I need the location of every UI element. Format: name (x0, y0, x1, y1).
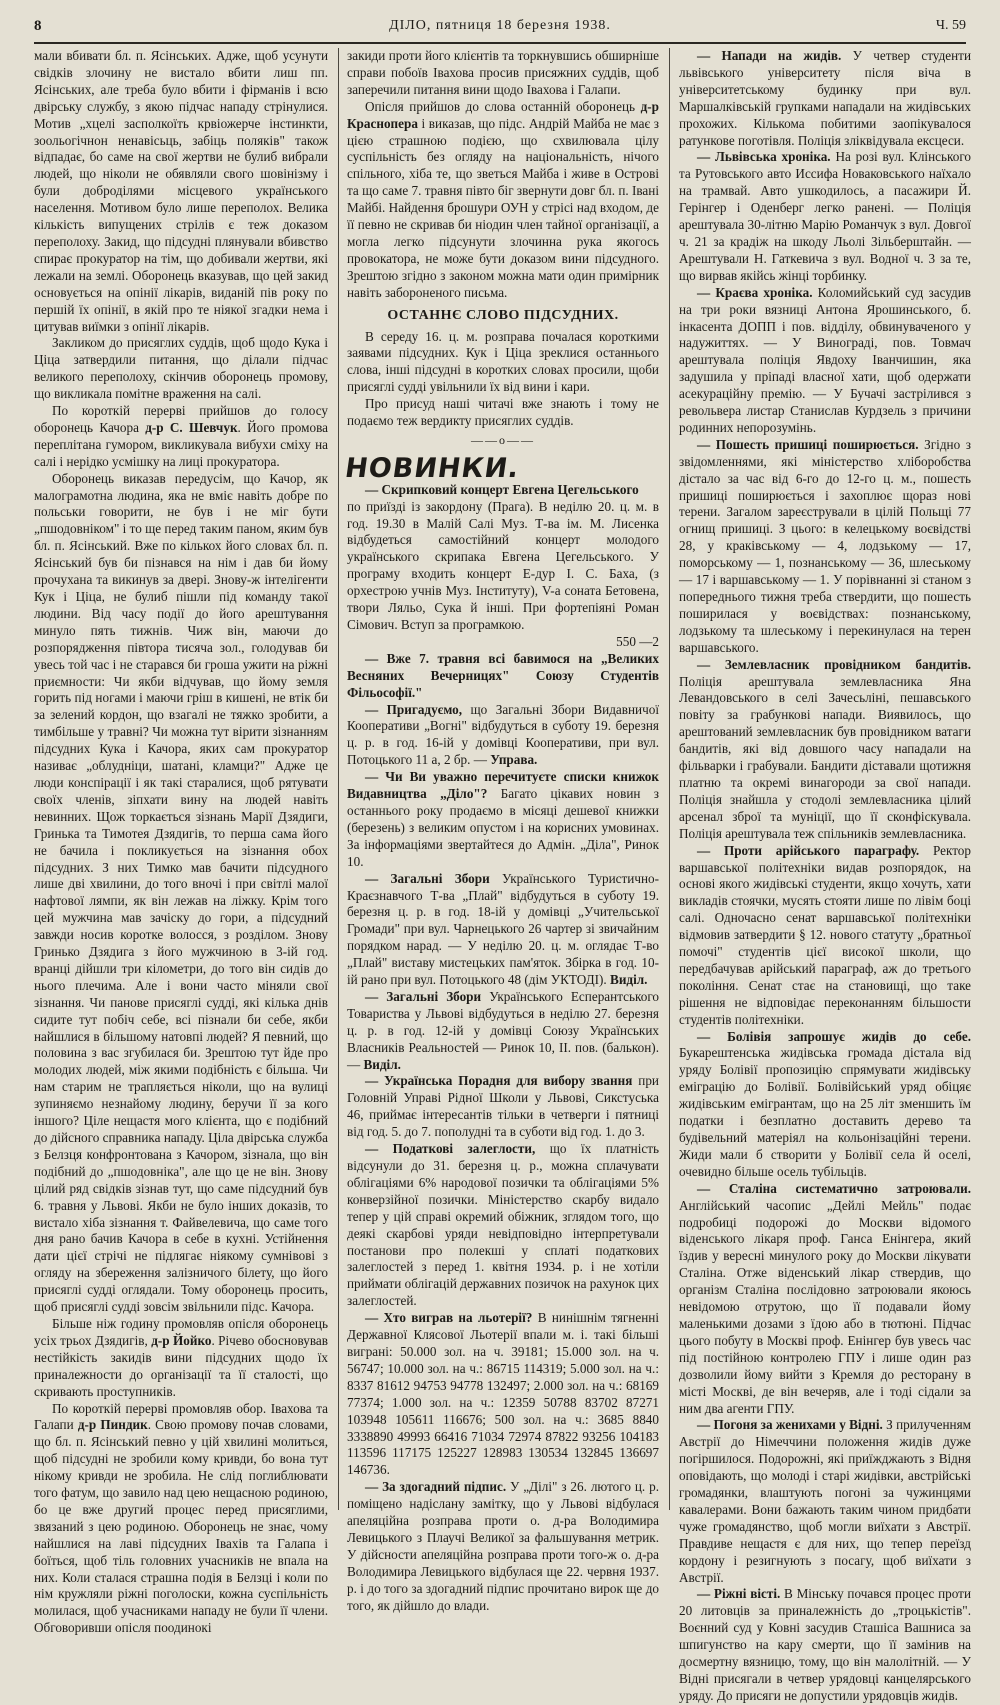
news-item (679, 1586, 971, 1704)
news-signature: Виділ. (610, 972, 648, 988)
article-paragraph: Про присуд наші читачі вже знають і тому не подаємо теж вердикту присяглих суддів. (347, 396, 659, 429)
masthead: ДІЛО, пятниця 18 березня 1938. (389, 18, 611, 33)
news-item (347, 482, 659, 651)
news-headline: — Болівія запрошує жидів до себе. (697, 1028, 971, 1044)
news-signature: Управа. (490, 752, 538, 768)
section-heading: ОСТАННЄ СЛОВО ПІДСУДНИХ. (387, 307, 619, 323)
page-number: 8 (34, 18, 42, 34)
news-text: що Загальні Збори Видавничої Кооперативи „Вогні" відбудуться в суботу 19. березня ц. р. в год. 16-ій у домівці Кооперативи, при вул. Потоцького 11 а, 2 бр. — (347, 701, 659, 768)
news-item (347, 769, 659, 870)
text-run: Більше ніж годину промовляв опісля оборонець усіх трьох Дзядигів, (34, 1315, 328, 1348)
news-headline: — Вже 7. травня всі бавимося на „Великих Весняних Вечерницях" Союзу Студентів Фільософії." (347, 650, 659, 700)
news-text: Багато цікавих новин з останнього року продаємо в місяці дешевої книжки (березень) з великим опустом і на корисних умовинах. За інформаціями звертайтеся до Адмін. „Діла", Ринок 10. (347, 786, 659, 869)
news-text: Коломийський суд засудив на три роки вязниці Антона Ярошинського, б. інкасента ДОПП і пов. відділу, обвинуваченого у надужиттях. — У Винограді, пов. Товмач арештувала поліція Явдоху Іванчишин, яка задушила у пріпаді власної хати, щоб одержати асекураційну премію. — У Бучачі застрілився з револьвера листар Станислав Курдзель з причини родинних непорозумінь. (679, 284, 972, 435)
news-item (347, 1479, 659, 1614)
article-paragraph: мали вбивати бл. п. Ясінських. Адже, щоб усунути свідків злочину не вистало вбити лиш пп. Ясінських, але треба було вбити і фірманів і всю двірську службу, з якою підчас нападу стрінулися. Мотив „хцелі засполкоїть крвіожерче інстинкти, зоольогічнон ненавісьць, забіць поляків" також відпадає, бо саме на свої жертви не булиб вибрали людей, що ніколи не обявляли свого шовінізму і були доброділями місцевого українського населення. Мотивом було лише переполох. Велика кількість випущених стрілів є теж доказом переполоху. Закид, що підсудні плянували вбивство спирає прокуратор на тім, що добивали жертви, які лежали на землі. Оборонець вказував, що цей закид основується на опінії лікарів, виданій пів року по першій їх опінії, в якій про те ніякої згадки нема і цитував виїмки з опінії лікарів. (34, 48, 328, 334)
news-item (679, 657, 971, 843)
news-headline: — Загальні Збори (365, 988, 482, 1004)
news-item (347, 871, 659, 989)
header-rule (34, 42, 966, 44)
news-item (679, 437, 971, 657)
column-divider (338, 48, 339, 1510)
speaker-name: д-р Пиндик (77, 1417, 148, 1433)
text-run: По короткій перерві промовляв обор. Івахова та Галапи (34, 1400, 328, 1433)
news-headline: — Скрипковий концерт Евгена Цегельського (365, 481, 639, 497)
article-paragraph (34, 1401, 328, 1638)
news-headline: — Напади на жидів. (697, 48, 842, 63)
ornament-divider: ——o—— (471, 432, 535, 447)
news-item (679, 843, 971, 1029)
news-headline: — Погоня за женихами у Відні. (697, 1417, 883, 1433)
text-run: Опісля прийшов до слова останній оборонець (365, 98, 641, 114)
news-headline: — Пригадуємо, (365, 701, 463, 717)
speaker-name: д-р С. Шевчук (145, 419, 238, 435)
news-item (347, 651, 659, 702)
speaker-name: д-р Краснопера (347, 98, 659, 131)
news-text: по приїзді із закордону (Прага). В неділю 20. ц. м. в год. 19.30 в Малій Салі Муз. Т-ва ім. М. Лисенка відбудеться самостійний концерт молодого українського скрипака Евгена Цегельського. У програму входить концерт Е-дур І. С. Баха, (з орхестрою учнів Муз. Інституту), V-а соната Бетовена, твори Ляльо, Сука й інші. При фортепіяні Роман Сімович. Вступ за програмкою. (347, 498, 659, 632)
article-paragraph: закиди проти його клієнтів та торкнувшись обширніше справи побоїв Івахова просив присяжних суддів, щоб заперечили питання вини щодо Івахова і Галапи. (347, 48, 659, 97)
column-divider (669, 48, 670, 1510)
news-banner: НОВИНКИ. (342, 452, 522, 484)
news-text: Згідно з звідомленнями, які міністерство хліборобства дістало за час від 6-го до 12-го ц. м., пошесть пришиці поширюється і захоплює щораз нові терени. Загалом зареєстрували в цілій Польщі 77 огнищ пришиці. З цього: в келецькому воєвідстві 28, у краківському — 4, лодзькому — 17, поморському — 1, познанському — 36, шлеському — 17 і варшавському — 1. У порівнанні зі станом з попереднього тижня треба ствердити, що пошесть поширилася у воєвідствах: познанському, лодзькому та шлеському і перекинулася на терен варшавського. (679, 436, 971, 655)
article-paragraph (34, 403, 328, 471)
article-paragraph (347, 99, 659, 302)
news-text: Українського Есперантського Товариства у Львові відбудуться в неділю 27. березня ц. р. в год. 12-ій у домівці Союзу Українських Власників Реальностей — Ринок 10, II. пов. (балькон). — (347, 988, 660, 1072)
text-run: і виказав, що підс. Андрій Майба не має з цією страшною подією, що схвилювала цілу суспільність без огляду на національність, нічого спільного, хіба те, що зветься Майба і живе в Острові та що саме 7. травня півто біг звернути довг бл. п. Івані Майбі. Найдення брошури ОУН у стрісі над входом, де її певно не скривав би ніодин член тайної організації, а могла легко підсунути злочинна рука якогось провокатора, не може бути доказом вини підсудного. Зрештою згідно з законом можна мати один примірник навіть забороненого письма. (347, 115, 659, 300)
news-text: Букарештенська жидівська громада дістала від уряду Болівії пропозицію спрямувати жидівську еміграцію до Болівії. Болівійський уряд обіцяє жидівським емігрантам, що на 25 літ зменшить їм податки і безплатно доставить дерево та будівельний матеріял на кольонізаційні терени. Жиди мали б створити у Болівії села й оселі, очевидно більше осель тубільців. (679, 1045, 971, 1179)
news-text: У „Ділі" з 26. лютого ц. р. поміщено надіслану замітку, що у Львові відбулася апеляційна розправа проти о. д-ра Володимира Левицького з Плаучі Великої за фальшування метрик. У дійсности апеляційна розправа проти того-ж о. д-ра Володимира Левицького відбулася ще 22. червня 1937. р. і до того за здогадний підпис прочитано вирок ще до того, як дійшло до влади. (347, 1479, 659, 1613)
news-text: На розі вул. Клінського та Рутовського авто Иссифа Новаковського наїхало на трамвай. Авто ушкодилось, а пасажири Й. Герінгер і Оденберг легко ранені. — Поліція арештувала 30-літню Марію Романчук з вул. Довгої ч. 21 за крадіж на шкоду Льолі Зільберштайн. — Арештували Н. Гаткевича з вул. Водної ч. 3 за те, що вирвав якійсь жінці торбинку. (679, 149, 971, 283)
news-headline: — За здогадний підпис. (365, 1479, 507, 1495)
news-headline: — Проти арійського параграфу. (697, 842, 920, 858)
news-item (679, 149, 971, 284)
news-text: З прилученням Австрії до Німеччини положення жидів дуже погіршилося. Подорожні, які приїжджають з Відня оповідають, що молоді і старі жидівки, австрійські громадянки, влаштують погоні за чужинцями кавалерами. Вони бажають таким чином придбати чуже громадянство, щоб могли виїхати з Австрії. Правдиве нещастя є для них, що тепер переїзд кордону і резигнують з посагу, щоб виїхати з Австрії. (679, 1417, 971, 1585)
news-headline: — Українська Порадня для вибору звання (365, 1073, 633, 1089)
text-run: . Свою промову почав словами, що бл. п. Ясінський певно у цій хвилині молиться, щоб підсудні не зробили кому кривди, бо вона тут нікому кривди не зробила. Не слід поглиблювати того фатум, що завило над цею нещасною родиною, бо це вже другий процес перед присяглими, звязаний з цею родиною. Оборонець не знає, чому найшлися на лаві підсудних Івахів та Галапа і боїться, щоб тіль головних учасників не впала на них. Коли сталася страшна подія в Белзці і коли по нім кружляли ріжні поголоски, кожна суспільність молилася, щоб учасниками нападу не були її члени. Обговоривши опісля поодинокі (34, 1417, 329, 1636)
news-text: що їх платність відсунули до 31. березня ц. р., можна сплачувати облігаціями 6% народової позички та облігаціями 5% конверзійної позички. Міністерство скарбу видало тепер у цій справі окремий обіжник, зглядом того, що деякі скарбові уряди невідповідно інтерпретували постанови про полекші у сплаті податкових залеглостей з перед 1. квітня 1934. р. і не хотіли приймати облігацій державних позичок на рахунок цих залеглостей. (347, 1141, 659, 1309)
news-text: У четвер студенти львівського університету після віча в університетському будинку при вул. Маршалківській групками нападали на жидівських прохожих. Кількома побитими заопікувалося ратункове поготівля. Поліція зліквідувала ексцеси. (679, 48, 972, 148)
news-text: Поліція арештувала землевласника Яна Левандовського в селі Зачесьліні, пешавського повіту за грабункові напади. Виявилось, що арештований землевласник був провідником ватаги бандитів, які від довшого часу нападали на фільварки і грабували. Бандити діставали щотижня платню та окремі винагороди за свої напади. Поліція знайшла у стодолі землевласника цілий арсенал зброї та муніції, що її сконфіскувала. Поліція арештувала теж спільників землевласника. (679, 673, 971, 841)
news-item (347, 1310, 659, 1479)
article-paragraph (34, 1316, 328, 1401)
news-text: В Мінську почався процес проти 20 литовців за приналежність до „троцькістів". Воєнний суд у Ковні засудив Сташіса Вашниса за шпигунство на кару смерти, що її замінив на досмертну вязницю, тому, що він малолітній. — У Відні присягали в четвер урядовці канцелярського уряду. До присяги не допустили урядовців жидів. (679, 1586, 971, 1703)
news-headline: — Краєва хроніка. (697, 284, 813, 300)
news-headline: — Чи Ви уважно перечитуєте списки книжок Видавництва „Діло"? (347, 769, 659, 802)
article-paragraph: Оборонець виказав передусім, що Качор, як малограмотна людина, яка не вміє навіть добре по польськи говорити, не був і не міг бути „пшодовніком" і то ще перед таким паном, яким був бл. п. Ясінський. Вже по кількох його словах бл. п. Ясінський був би пізнався на нім і дав би йому прочухана та викинув за двері. Знову-ж інтелігенти Кук і Ціца, не булиб пішли під команду такої людини. Від часу події до його арештування минуло пять тижнів. Чиж він, маючи до розпорядження півтора тисяча зол., голодував би увесь той час і не старався би гроша ужити на ріжні приємности: Чи якби відчував, що йому земля горить під ногами і маючи гріш в кишені, не втік би за зелений кордон, що взагалі не тяжко зробити, а тимбільше у травні? Чи можна тут вірити зізнанням підсудних Кука і Качора, яких сам прокуратор називає „облудніци, шатані, кламци?" Адже це люди конспірації і як такі старалися, щоб рятувати своїх членів, зіпхати вину на людей навіть невинних. Щож торкається зізнань Марії Дзядиги, Гринька та Тимотея Дзядигів, то перша сама його не бачила і покликується на зізнання обох підсудних. З них Тимко мав бачити підсудного лише дві хвилини, до того вночі і при світлі малої нафтової лямпи, як він лежав на ліжку. Крім того цей мужчина мав зачіску до гори, а підсудний завжди носив коротке волосся, з розділом. Знову Гринько Дзядига з його мужчиною в 3-ій год. вранці дійшли три кілометри, до того він сидів до нього плечима. Але і вони часто міняли свої зізнання. Чи панове присяглі судді, які кілька днів сидите тут побіч себе, всі пізнали би себе, якби найшлися в більшому натовпі людей? Я певний, що половина з вас згубилася би. Зрештою тут йде про молодих людей, між якими подібність є більша. Чи нам старим не трапляється ніколи, що на вулиці зупиняємо незнайому людину, беручи її за кого іншого? Ціле нещастя мого клієнта, що є подібний до дійсного справника нападу. Ціла двірська служба з Белзця конфронтована з Качором, зізнала, що він подібний до „пшодовніка", але що це не він. Знову цілий ряд свідків зізнав тут, що саме підсудний був 6. травня у Львові. Якби не було інших доказів, то вистало хіба зізнання т. Файвелевича, що саме того дня рано бачив Качора в себе в кухні. Устійнення дати цієї стрічі не підлягає ніякому сумнівові з огляду на збереження залізничого білету, що його присяглі судді оглядали. Тому оборонець просить, щоб присяглі судді зовсім звільнили підс. Качора. (34, 470, 328, 1315)
news-text: при Головній Управі Рідної Школи у Львові, Сикстуська 46, приймає інтересантів тільки в четверги і пятниці від год. 5. до 7. пополудні та в суботи від год. 1. до 3. (347, 1073, 659, 1140)
text-run: . Його промова переплітана гумором, викликувала вибухи сміху на салі і нерідко усмішку на лиці прокуратора. (34, 419, 328, 469)
article-paragraph: Закликом до присяглих суддів, щоб щодо Кука і Ціца затвердили питання, що ділали підчас великого переполоху, скінчив оборонець промову, що викликала помітне враження на салі. (34, 335, 328, 402)
news-signature: Виділ. (363, 1056, 401, 1072)
news-item (679, 48, 971, 149)
column-3 (679, 48, 972, 1703)
news-item (347, 989, 659, 1074)
issue-number: Ч. 59 (935, 18, 966, 33)
news-item (679, 1417, 971, 1586)
news-headline: — Податкові залеглости, (365, 1141, 536, 1157)
text-run: По короткій перерві прийшов до голосу оборонець Качора (34, 403, 328, 435)
news-item (347, 702, 659, 770)
news-item (347, 1141, 659, 1310)
news-item (679, 285, 971, 437)
news-headline: — Хто виграв на льотерії? (365, 1310, 533, 1326)
news-headline: — Землевласник провідником бандитів. (697, 656, 971, 672)
ad-reference: 550 —2 (616, 633, 659, 649)
news-item (679, 1181, 971, 1418)
news-text: Українського Туристично-Краєзнавчого Т-ва „Плай" відбудуться в суботу 19. березня ц. р. в год. 18-ій у домівці „Учительської Громади" при вул. Чарнецького 26 чартер зі звичайним порядком нарад. — У неділю 20. ц. м. оглядає Т-во „Плай" виставу мистецьких пам'яток. Збірка в год. 10-ій рано при вул. Потоцького 48 (дім УКТОДІ). (347, 870, 659, 988)
news-text: Ректор варшавської політехніки видав розпорядок, на основі якого жидівські студенти, якщо хочуть, хати викладів стоячки, мусять стояти лише по лівім боці салі. Одночасно сенат варшавської політехніки відмовив затвердити § 12. нового статуту „братньої помочі" студентів цієї високої школи, що передбачував арійський параграф, аж до третього покоління. Сенат стає на становищі, що таке рішення не відповідає переконанням більшости студентів політехніки. (679, 842, 971, 1027)
column-1 (34, 48, 329, 1636)
news-headline: — Сталіна систематично затроювали. (697, 1180, 971, 1196)
text-run: . Річево обосновував нестійкість закидів вини підсудних щодо їх приналежности до організації та її сталості, що скривають проступників. (34, 1332, 328, 1399)
news-text: В нинішнім тягненні Державної Клясової Льотерії впали м. і. такі більші виграні: 50.000 зол. на ч. 39181; 15.000 зол. на ч. 56747; 10.000 зол. на ч.: 86715 114319; 5.000 зол. на ч.: 8337 81612 94753 94778 132497; 2.000 зол. на ч.: 68169 77374; 1.000 зол. на ч.: 12359 50788 83702 87271 103948 105611 116676; 500 зол. на ч.: 3685 8840 3338890 49993 66416 71034 72974 87822 93256 104183 113596 117175 125227 128983 130534 132845 136697 146736. (347, 1310, 659, 1478)
news-headline: — Ріжні вісті. (697, 1586, 781, 1602)
news-text: Англійський часопис „Дейлі Мейль" подає подробиці подорожі до Москви відомого віденського лікаря проф. Ганса Енінгера, який їздив у вересні минулого року до Москви лікувати Сталіна. Отже віденський лікар ствердив, що організм Сталіна послідовно затроювали якоюсь невідомою отрутою, що її подавали йому маленькими дозами з їдою або в тютюні. Підчас цього побуту в Москві проф. Енінгер був увесь час під постійною контролею ГПУ і лише один раз дозволили йому вийти з Кремля до ресторану в місті Москві, де він вечеряв, але і тоді сідали за ним два агенти ГПУ. (679, 1197, 971, 1416)
news-headline: — Загальні Збори (365, 870, 490, 886)
page-header (34, 18, 966, 40)
speaker-name: д-р Йойко (151, 1332, 212, 1348)
news-headline: — Львівська хроніка. (697, 149, 831, 165)
article-paragraph: В середу 16. ц. м. розправа почалася короткими заявами підсудних. Кук і Ціца зреклися останнього слова, інші підсудні в коротких словах просили, щоби присяглі судді увільнили їх від вини і кари. (347, 328, 659, 395)
news-item (347, 1073, 659, 1141)
column-2 (342, 48, 660, 1613)
news-headline: — Пошесть пришиці поширюється. (697, 436, 919, 452)
news-item (679, 1029, 971, 1181)
